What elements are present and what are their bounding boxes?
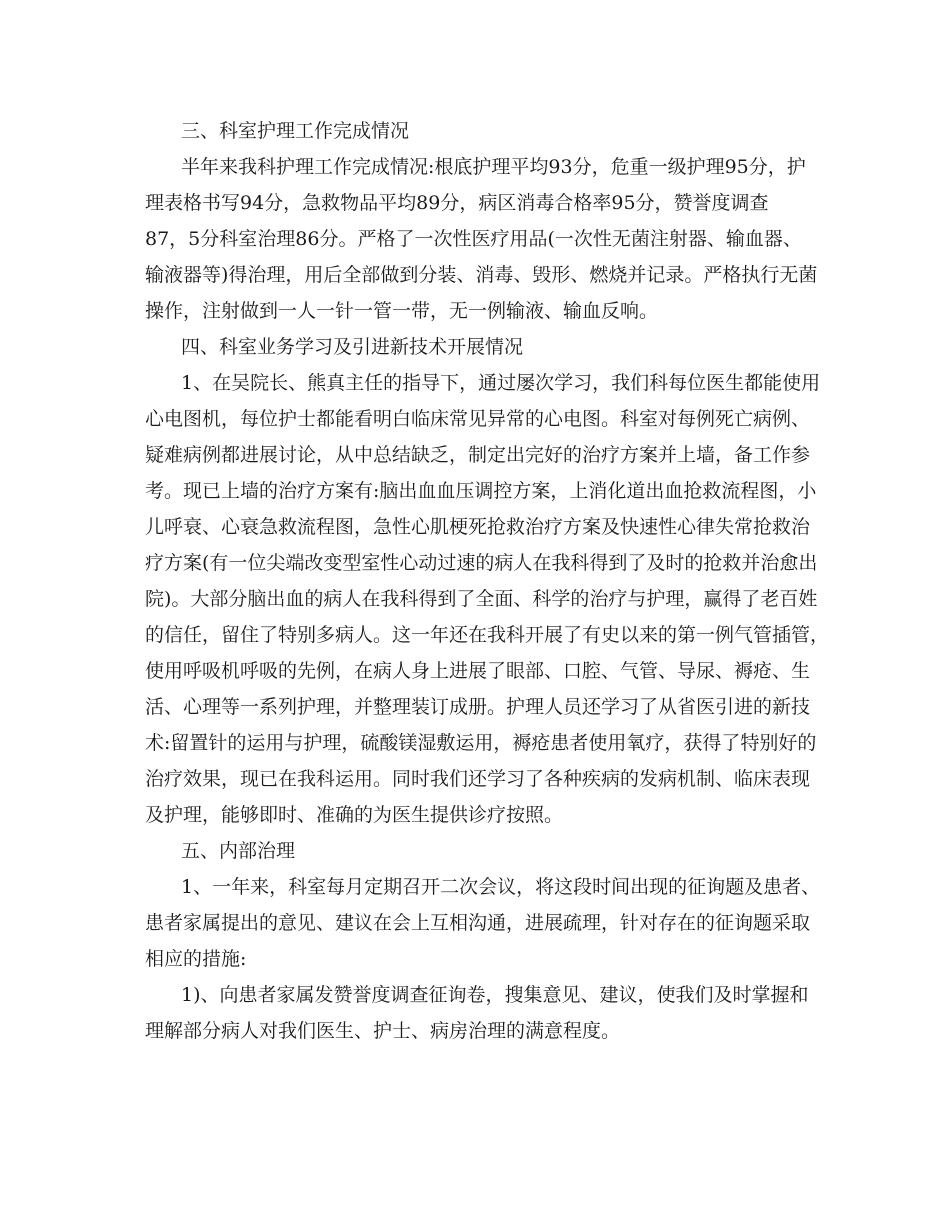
paragraph-line: 活、心理等一系列护理，并整理装订成册。护理人员还学习了从省医引进的新技 <box>145 696 811 718</box>
paragraph-line: 考。现已上墙的治疗方案有:脑出血血压调控方案，上消化道出血抢救流程图，小 <box>145 480 817 502</box>
paragraph-line: 的信任，留住了特别多病人。这一年还在我科开展了有史以来的第一例气管插管， <box>145 624 830 646</box>
paragraph-line: 疗方案(有一位尖端改变型室性心动过速的病人在我科得到了及时的抢救并治愈出 <box>145 552 818 574</box>
paragraph-line: 及护理，能够即时、准确的为医生提供诊疗按照。 <box>145 804 564 826</box>
paragraph-line: 儿呼衰、心衰急救流程图，急性心肌梗死抢救治疗方案及快速性心律失常抢救治 <box>145 516 811 538</box>
paragraph-line: 理表格书写94分，急救物品平均89分，病区消毒合格率95分，赞誉度调查 <box>145 192 769 214</box>
paragraph-line: 院)。大部分脑出血的病人在我科得到了全面、科学的治疗与护理，赢得了老百姓 <box>145 588 818 610</box>
paragraph-line: 半年来我科护理工作完成情况:根底护理平均93分，危重一级护理95分，护 <box>181 156 806 178</box>
paragraph-line: 相应的措施: <box>145 948 247 970</box>
paragraph-line: 治疗效果，现已在我科运用。同时我们还学习了各种疾病的发病机制、临床表现 <box>145 768 811 790</box>
paragraph-line: 1、一年来，科室每月定期召开二次会议，将这段时间出现的征询题及患者、 <box>181 876 821 898</box>
paragraph-line: 心电图机，每位护士都能看明白临床常见异常的心电图。科室对每例死亡病例、 <box>145 408 811 430</box>
paragraph-line: 术:留置针的运用与护理，硫酸镁湿敷运用，褥疮患者使用氧疗，获得了特别好的 <box>145 732 817 754</box>
paragraph-line: 87，5分科室治理86分。严格了一次性医疗用品(一次性无菌注射器、输血器、 <box>145 228 802 250</box>
section-heading-4: 四、科室业务学习及引进新技术开展情况 <box>181 336 524 358</box>
paragraph-line: 疑难病例都进展讨论，从中总结缺乏，制定出完好的治疗方案并上墙，备工作参 <box>145 444 811 466</box>
section-heading-5: 五、内部治理 <box>181 840 296 862</box>
paragraph-line: 使用呼吸机呼吸的先例，在病人身上进展了眼部、口腔、气管、导尿、褥疮、生 <box>145 660 811 682</box>
paragraph-line: 患者家属提出的意见、建议在会上互相沟通，进展疏理，针对存在的征询题采取 <box>145 912 811 934</box>
paragraph-line: 理解部分病人对我们医生、护士、病房治理的满意程度。 <box>145 1020 621 1042</box>
paragraph-line: 操作，注射做到一人一针一管一带，无一例输液、输血反响。 <box>145 300 659 322</box>
paragraph-line: 1、在吴院长、熊真主任的指导下，通过屡次学习，我们科每位医生都能使用 <box>181 372 821 394</box>
paragraph-line: 1)、向患者家属发赞誉度调查征询卷，搜集意见、建议，使我们及时掌握和 <box>181 984 809 1006</box>
paragraph-line: 输液器等)得治理，用后全部做到分装、消毒、毁形、燃烧并记录。严格执行无菌 <box>145 264 818 286</box>
section-heading-3: 三、科室护理工作完成情况 <box>181 120 410 142</box>
